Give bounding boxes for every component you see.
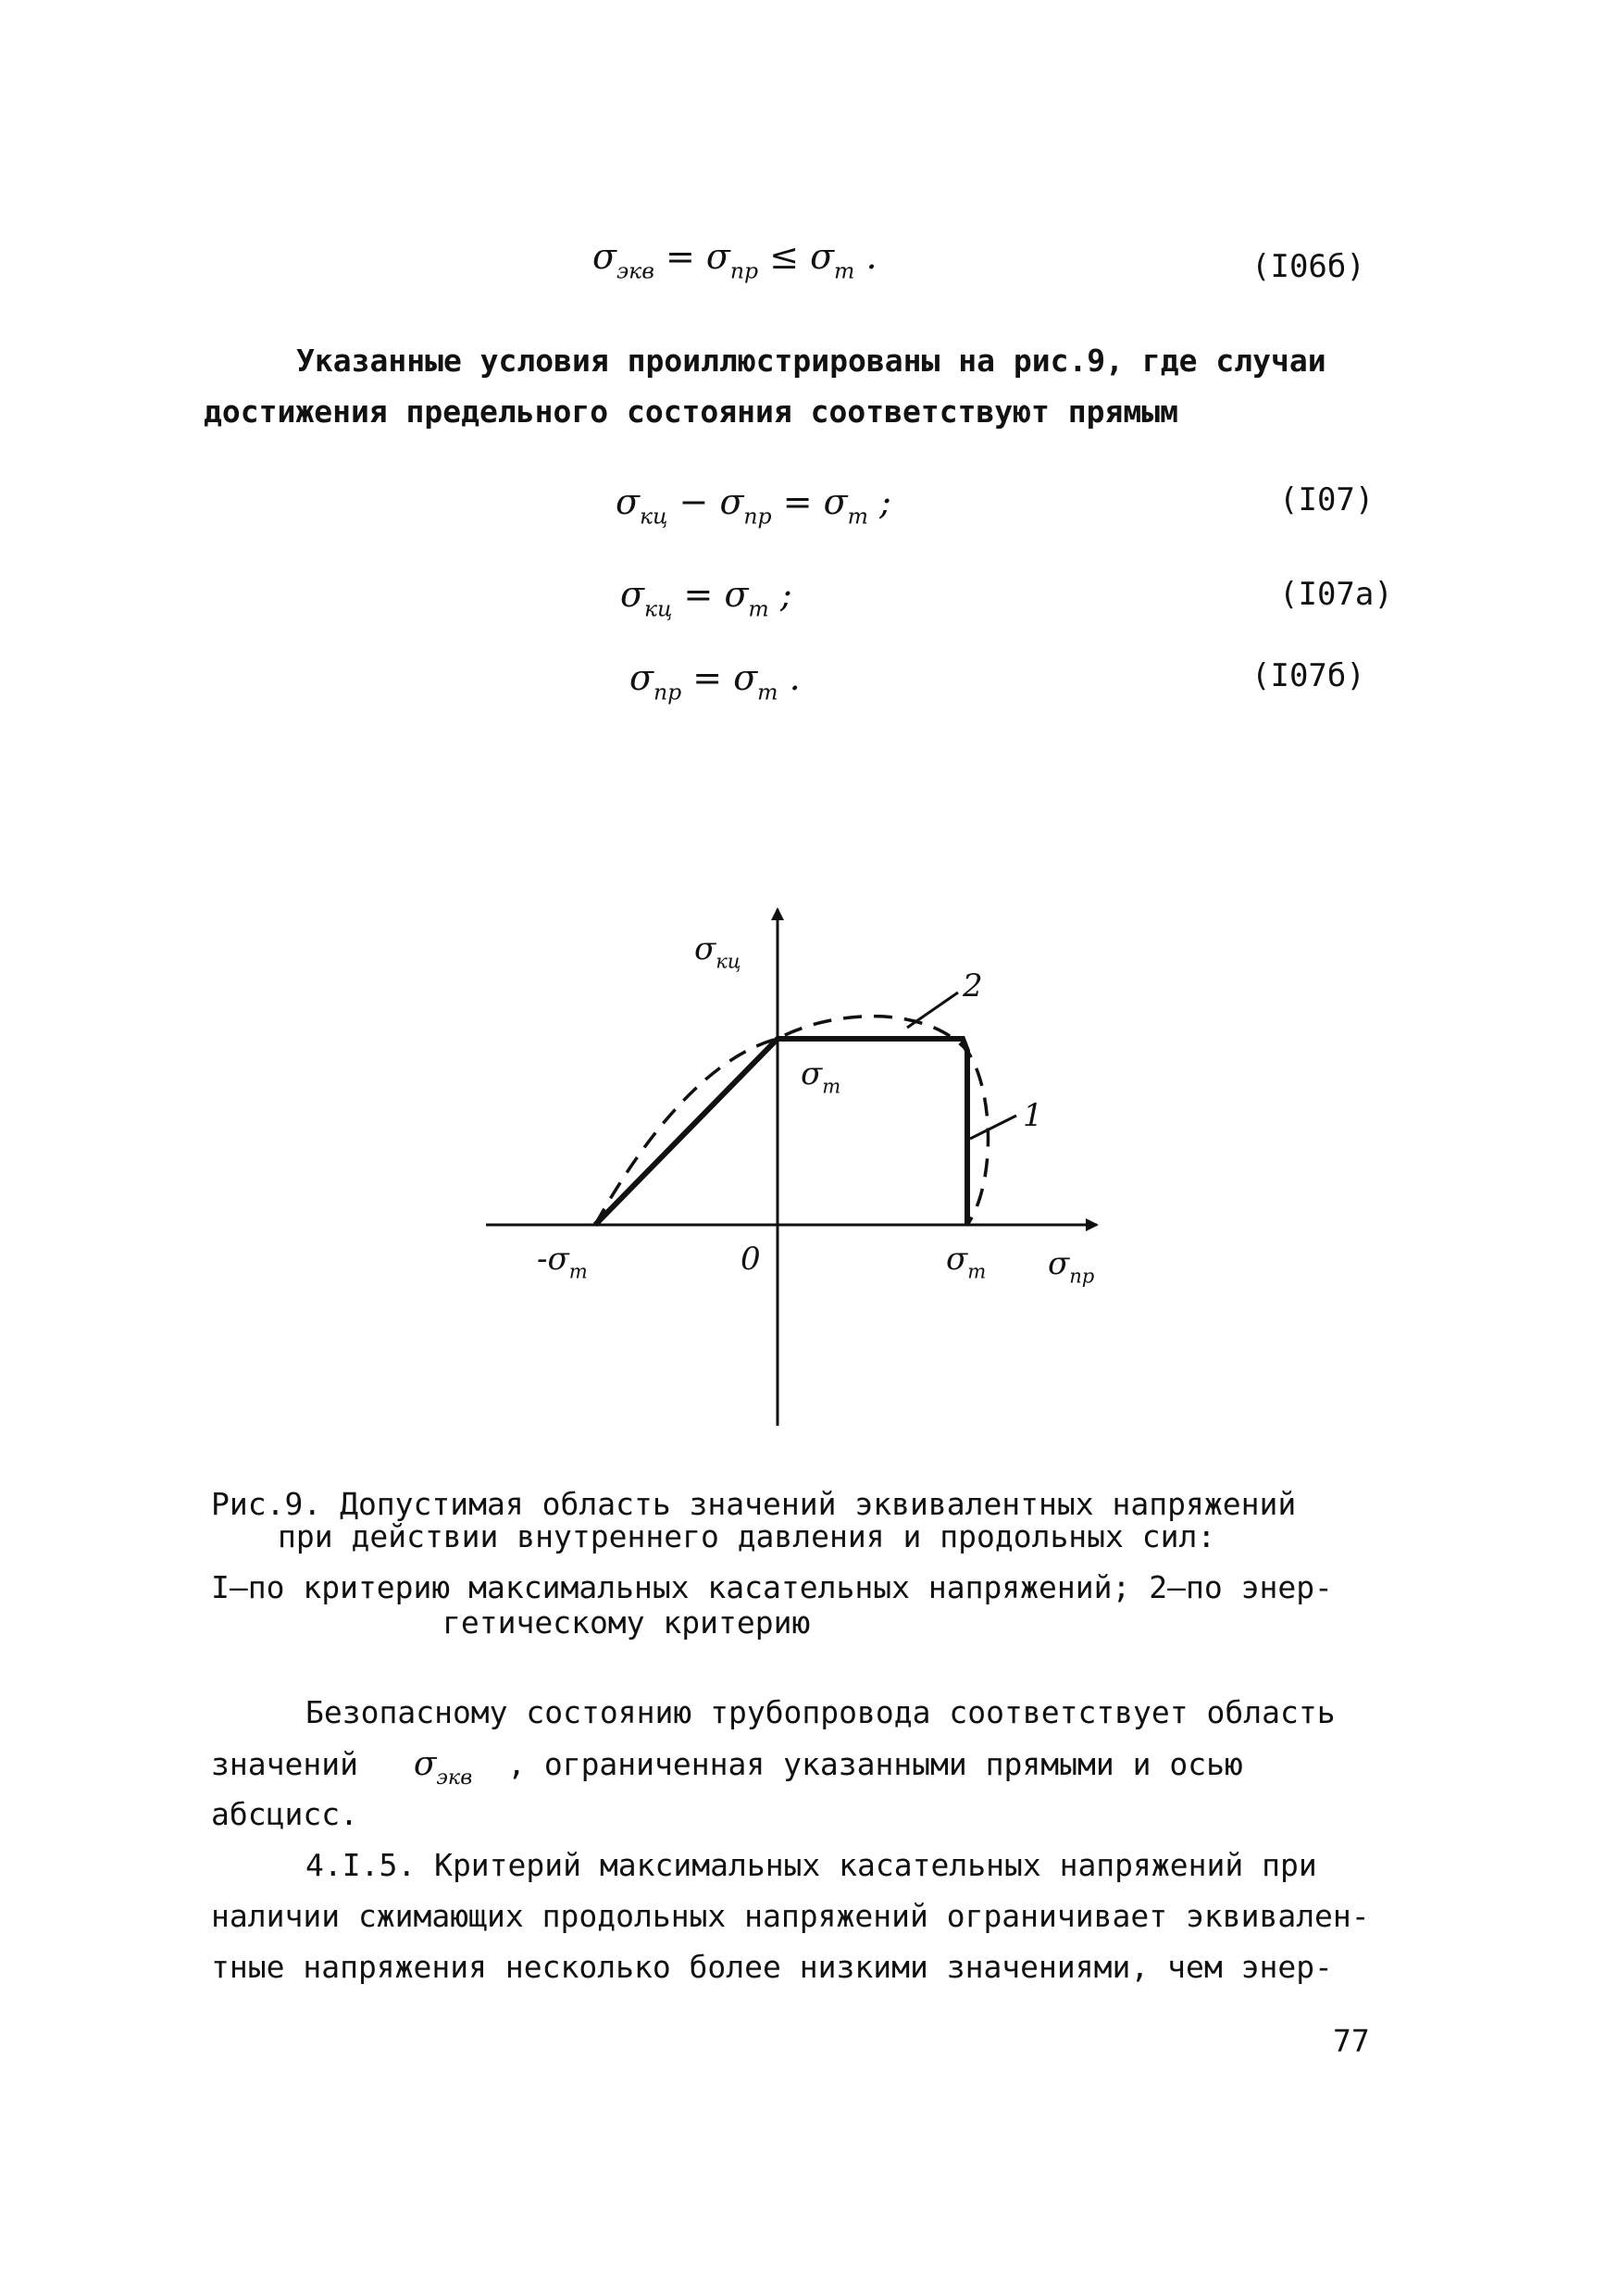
- y-axis-label: $\sigma_{кц}$: [694, 930, 741, 973]
- equation-number-107: (I07): [1279, 481, 1375, 518]
- equation-107: $\sigma_{кц} - \sigma_{пр} = \sigma_т$ ;: [616, 481, 891, 530]
- leader-curve-2: [907, 992, 958, 1028]
- safe-paragraph-line-3: абсцисс.: [211, 1796, 358, 1832]
- neg-yield-label: $-\sigma_т$: [537, 1241, 588, 1283]
- page-number: 77: [1333, 2023, 1370, 2059]
- caption-line-3: I–по критерию максимальных касательных напряжений; 2–по энер-: [211, 1569, 1333, 1605]
- caption-line-1: Рис.9. Допустимая область значений эквивалентных напряжений: [211, 1486, 1297, 1522]
- origin-label: 0: [741, 1241, 761, 1278]
- x-axis-label: $\sigma_{пр}$: [1048, 1245, 1095, 1288]
- curve-2-label: 2: [963, 967, 983, 1004]
- top-yield-label: $\sigma_т$: [801, 1055, 841, 1098]
- safe-paragraph-line-1: Безопасному состоянию трубопровода соответствует область: [305, 1694, 1336, 1730]
- section-paragraph-line-1: 4.I.5. Критерий максимальных касательных напряжений при: [305, 1847, 1317, 1883]
- equation-number-106b: (I06б): [1251, 248, 1365, 285]
- pos-yield-label: $\sigma_т$: [946, 1241, 987, 1283]
- equation-number-107a: (I07а): [1279, 576, 1393, 613]
- caption-line-4: гетическому критерию: [442, 1604, 811, 1641]
- equation-106b: $\sigma_{экв} = \sigma_{пр} \le \sigma_т$ .: [592, 236, 877, 284]
- curve-1-max-shear: [595, 1039, 967, 1225]
- section-paragraph-line-2: наличии сжимающих продольных напряжений ограничивает эквивален-: [211, 1898, 1370, 1934]
- curve-1-label: 1: [1023, 1097, 1043, 1134]
- equation-107a: $\sigma_{кц} = \sigma_т$ ;: [620, 574, 792, 622]
- equation-number-107b: (I07б): [1251, 657, 1365, 694]
- section-paragraph-line-3: тные напряжения несколько более низкими значениями, чем энер-: [211, 1949, 1333, 1985]
- curve-2-energy: [595, 1017, 989, 1225]
- intro-line-1: Указанные условия проиллюстрированы на рис.9, где случаи: [296, 343, 1326, 379]
- safe-paragraph-line-2: значений $\sigma_{экв}$ , ограниченная указанными прямыми и осью: [211, 1745, 1243, 1791]
- leader-curve-1: [970, 1116, 1016, 1139]
- intro-line-2: достижения предельного состояния соответствуют прямым: [204, 393, 1178, 430]
- equation-107b: $\sigma_{пр} = \sigma_т$ .: [629, 657, 801, 705]
- caption-line-2: при действии внутреннего давления и продольных сил:: [278, 1518, 1216, 1554]
